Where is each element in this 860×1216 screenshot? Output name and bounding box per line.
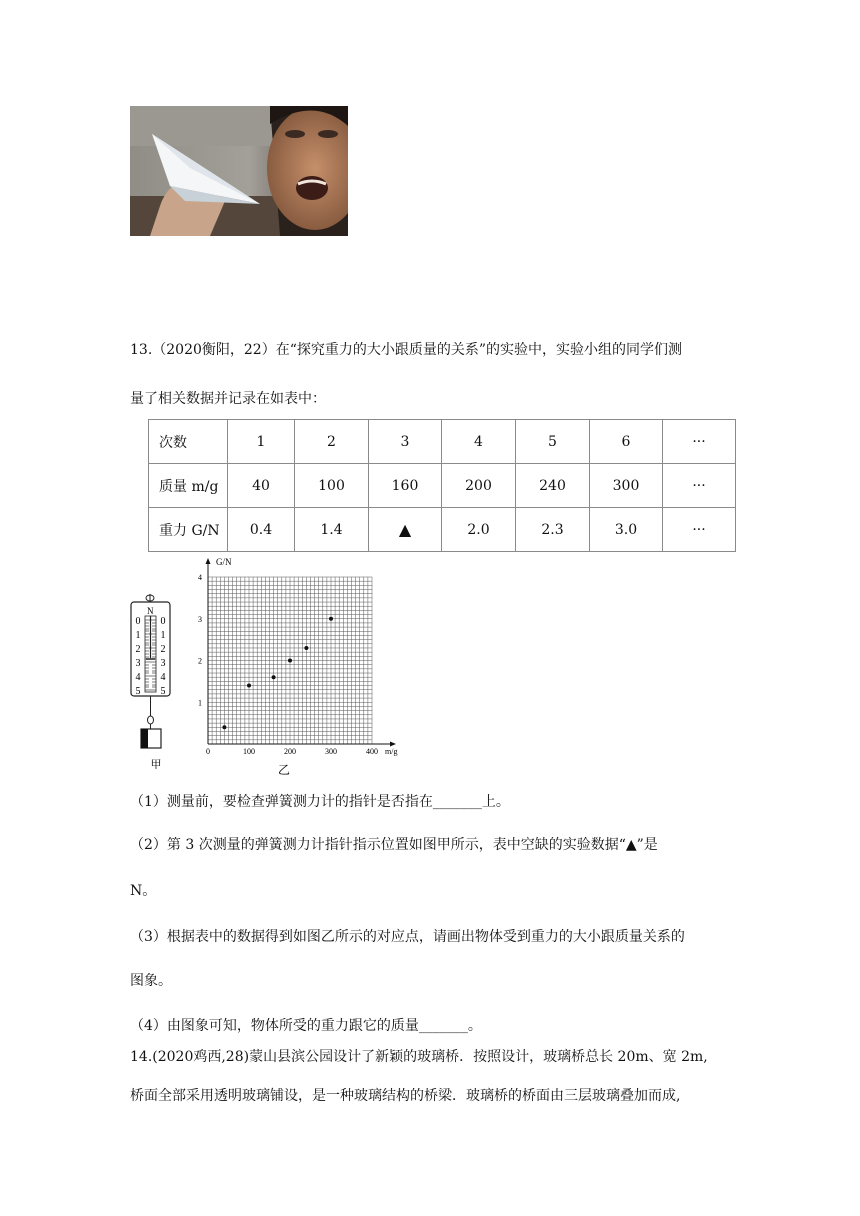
y-tick-label: 3	[198, 614, 202, 624]
x-tick-label: 300	[325, 747, 337, 756]
y-tick-label: 1	[198, 698, 202, 708]
x-tick-label: 0	[206, 747, 210, 756]
scale-mark: 5	[160, 686, 166, 697]
data-point	[272, 675, 276, 679]
data-point	[329, 617, 333, 621]
table-cell: 40	[228, 464, 295, 508]
y-axis-arrow	[206, 558, 211, 564]
table-cell: 3	[369, 420, 442, 464]
table-cell: 1.4	[295, 508, 369, 552]
scatter-chart	[190, 556, 410, 778]
table-cell: 1	[228, 420, 295, 464]
table-cell: 0.4	[228, 508, 295, 552]
table-row	[149, 508, 736, 552]
scale-mark: 0	[135, 616, 141, 627]
scale-mark: 1	[160, 630, 166, 641]
table-cell: ···	[663, 464, 736, 508]
scale-mark: 4	[160, 672, 166, 683]
scale-mark: 5	[135, 686, 141, 697]
table-cell: 300	[590, 464, 663, 508]
y-axis-label: G/N	[216, 557, 232, 567]
scale-mark: 1	[135, 630, 141, 641]
table-cell: 次数	[149, 420, 228, 464]
table-cell: ···	[663, 508, 736, 552]
data-table	[148, 419, 736, 552]
table-cell: 160	[369, 464, 442, 508]
table-row	[149, 420, 736, 464]
scale-mark: 3	[160, 658, 166, 669]
data-point	[288, 659, 292, 663]
scale-mark: 2	[135, 644, 141, 655]
figure-yi-label: 乙	[277, 763, 291, 777]
q13-part4: （4）由图象可知，物体所受的重力跟它的质量_______。	[130, 1018, 482, 1034]
table-cell: 2.3	[516, 508, 590, 552]
table-cell: 4	[442, 420, 516, 464]
spring-scale-figure	[128, 594, 176, 769]
table-cell: 6	[590, 420, 663, 464]
scale-mark: 2	[160, 644, 166, 655]
scale-mark: 3	[135, 658, 141, 669]
scale-unit-label: N	[147, 606, 154, 616]
q13-part1: （1）测量前，要检查弹簧测力计的指针是否指在_______上。	[130, 794, 510, 810]
table-cell: 质量 m/g	[149, 464, 228, 508]
table-cell: ···	[663, 420, 736, 464]
table-cell: 2.0	[442, 508, 516, 552]
table-cell: 240	[516, 464, 590, 508]
table-row	[149, 464, 736, 508]
y-tick-label: 2	[198, 656, 202, 666]
table-cell: 重力 G/N	[149, 508, 228, 552]
scale-mark: 0	[160, 616, 166, 627]
scale-mark: 4	[135, 672, 141, 683]
x-tick-label: 400	[366, 747, 378, 756]
q13-intro-line1: 13.（2020衡阳，22）在“探究重力的大小跟质量的关系”的实验中，实验小组的同学们测	[130, 342, 683, 358]
paper-airplane-photo	[130, 106, 348, 236]
x-tick-label: 100	[243, 747, 255, 756]
table-cell: ▲	[369, 508, 442, 552]
table-cell: 5	[516, 420, 590, 464]
data-point	[247, 684, 251, 688]
q13-part3-line1: （3）根据表中的数据得到如图乙所示的对应点，请画出物体受到重力的大小跟质量关系的	[130, 929, 685, 945]
q13-part2-line1: （2）第 3 次测量的弹簧测力计指针指示位置如图甲所示，表中空缺的实验数据“▲”是	[130, 837, 658, 853]
figure-jia-label: 甲	[150, 758, 162, 769]
table-cell: 2	[295, 420, 369, 464]
q13-intro-line2: 量了相关数据并记录在如表中：	[130, 391, 326, 407]
data-point	[304, 646, 308, 650]
table-cell: 3.0	[590, 508, 663, 552]
x-tick-label: 200	[284, 747, 296, 756]
data-point	[222, 725, 226, 729]
x-axis-arrow	[390, 742, 396, 747]
q14-line1: 14.(2020鸡西,28)蒙山县滨公园设计了新颖的玻璃桥．按照设计，玻璃桥总长 20m、宽 2m,	[130, 1049, 708, 1065]
y-tick-label: 4	[198, 573, 202, 582]
table-cell: 100	[295, 464, 369, 508]
q13-part2-line2: N。	[130, 883, 157, 899]
table-cell: 200	[442, 464, 516, 508]
q14-line2: 桥面全部采用透明玻璃铺设，是一种玻璃结构的桥梁．玻璃桥的桥面由三层玻璃叠加而成,	[130, 1088, 681, 1104]
q13-part3-line2: 图象。	[130, 973, 172, 989]
x-axis-label: m/g	[385, 747, 398, 756]
